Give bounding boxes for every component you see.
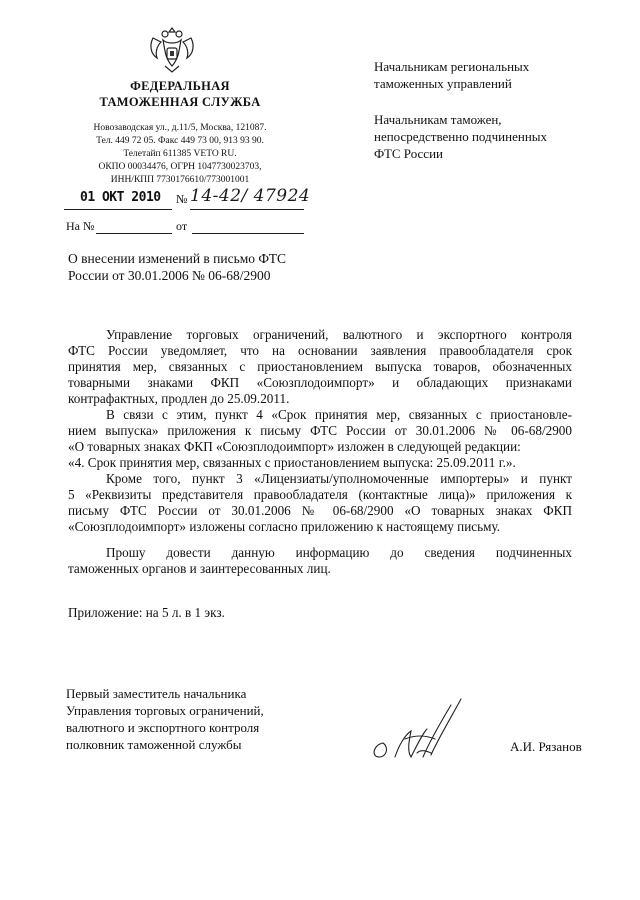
body-line: письму ФТС России от 30.01.2006 № 06-68/2900 «О товарных знаках ФКП	[68, 503, 572, 518]
body-line: Кроме того, пункт 3 «Лицензиаты/уполномоченные импортеры» и пункт	[106, 471, 572, 486]
from-label: от	[176, 219, 188, 233]
body-line: «Союзплодоимпорт» изложены согласно приложению к настоящему письму.	[68, 519, 501, 534]
address-line: Новозаводская ул., д.11/5, Москва, 121087.	[93, 123, 267, 133]
body-line: ФТС России уведомляет, что на основании заявления правообладателя срок	[68, 343, 572, 358]
body-line: «4. Срок принятия мер, связанных с приостановлением выпуска: 25.09.2011 г.».	[68, 455, 516, 470]
recipient-line: ФТС России	[374, 146, 443, 161]
subject-line: России от 30.01.2006 № 06-68/2900	[68, 268, 271, 283]
attachment-line: Приложение: на 5 л. в 1 экз.	[68, 605, 225, 620]
body-line: контрафактных, продлен до 25.09.2011.	[68, 391, 290, 406]
handwritten-signature	[365, 695, 475, 775]
registration-date: 01 ОКТ 2010	[80, 190, 161, 205]
body-line: товарными знаками ФКП «Союзплодоимпорт» и обладающих признаками	[68, 375, 572, 390]
body-line: В связи с этим, пункт 4 «Срок принятия мер, связанных с приостановле-	[106, 407, 572, 422]
phone-line: Тел. 449 72 05. Факс 449 73 00, 913 93 90.	[96, 136, 264, 146]
number-underline	[190, 209, 304, 210]
body-line: принятия мер, связанных с приостановлением выпуска товаров, обозначенных	[68, 359, 572, 374]
recipient-line: Начальникам региональных	[374, 59, 530, 74]
body-line: Прошу довести данную информацию до сведения подчиненных	[106, 545, 572, 560]
signatory-title-line: Управления торговых ограничений,	[66, 703, 264, 718]
okpo-line: ОКПО 00034476, ОГРН 1047730023703,	[98, 162, 262, 172]
body-line: Управление торговых ограничений, валютного и экспортного контроля	[106, 327, 572, 342]
teletype-line: Телетайп 611385 VETO RU.	[123, 149, 237, 159]
body-line: нием выпуска» приложения к письму ФТС России от 30.01.2006 № 06-68/2900	[68, 423, 572, 438]
registration-number: 14-42/ 47924	[190, 186, 311, 206]
recipient-line: непосредственно подчиненных	[374, 129, 548, 144]
recipient-line: таможенных управлений	[374, 76, 512, 91]
signatory-title-line: Первый заместитель начальника	[66, 686, 247, 701]
body-line: таможенных органов и заинтересованных лиц.	[68, 561, 331, 576]
from-blank	[192, 233, 304, 234]
coat-of-arms-icon	[147, 24, 197, 76]
reference-blank	[96, 233, 172, 234]
number-sign: №	[176, 192, 188, 206]
date-underline	[64, 209, 172, 210]
signatory-title-line: валютного и экспортного контроля	[66, 720, 260, 735]
body-line: «О товарных знаках ФКП «Союзплодоимпорт» изложен в следующей редакции:	[68, 439, 521, 454]
signatory-name: А.И. Рязанов	[510, 739, 582, 754]
recipient-line: Начальникам таможен,	[374, 112, 502, 127]
signatory-title-line: полковник таможенной службы	[66, 737, 242, 752]
org-name-line2: ТАМОЖЕННАЯ СЛУЖБА	[99, 95, 261, 109]
subject-line: О внесении изменений в письмо ФТС	[68, 251, 287, 266]
inn-line: ИНН/КПП 7730176610/773001001	[110, 175, 250, 185]
org-name-line1: ФЕДЕРАЛЬНАЯ	[130, 79, 230, 93]
reference-label: На №	[66, 219, 95, 233]
body-line: 5 «Реквизиты представителя правообладателя (контактные лица)» приложения к	[68, 487, 572, 502]
